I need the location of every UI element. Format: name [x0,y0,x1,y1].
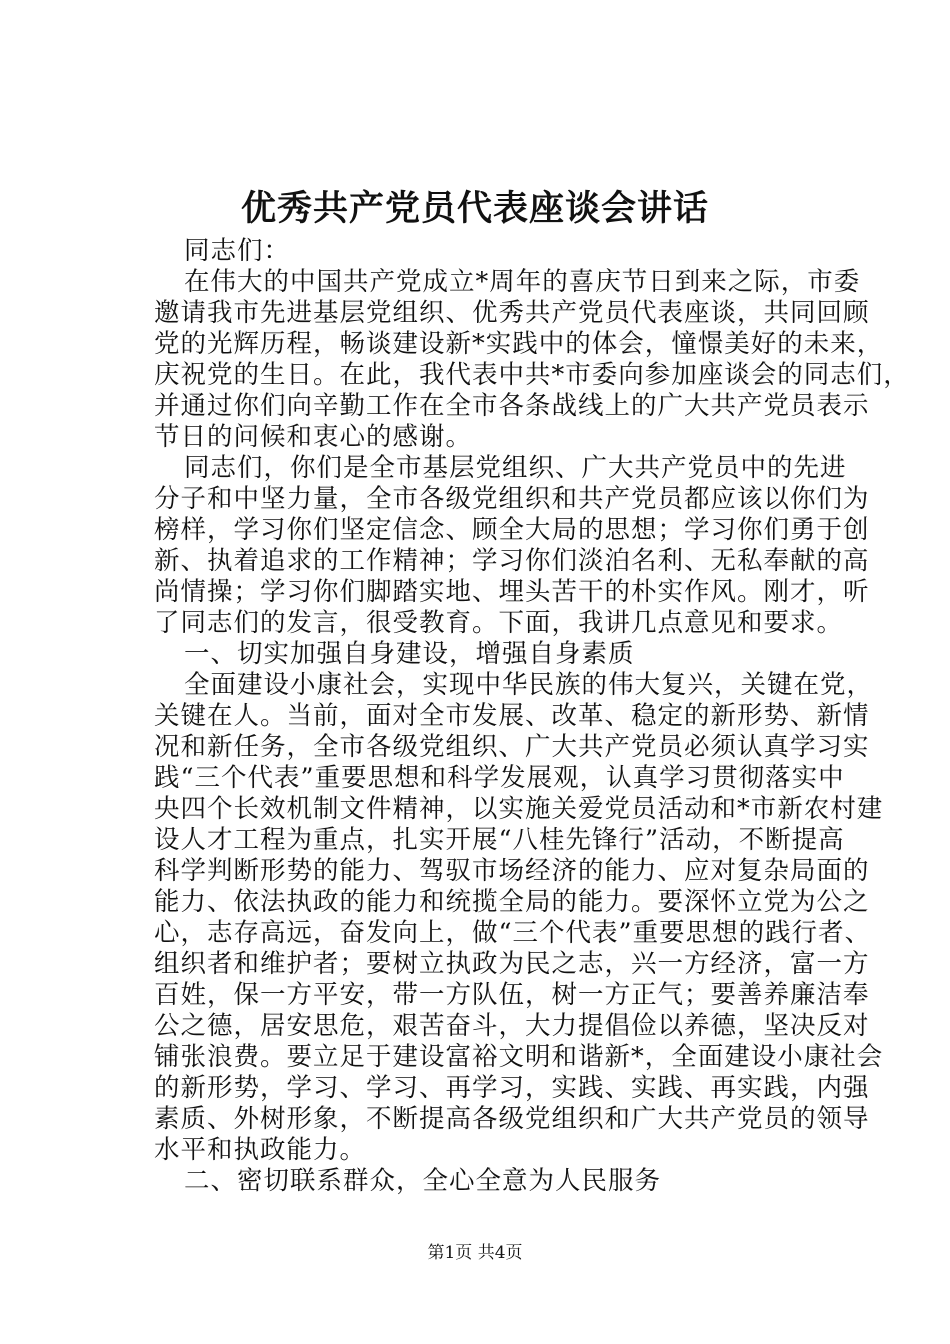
text-line: 科学判断形势的能力、驾驭市场经济的能力、应对复杂局面的 [154,856,870,886]
text-line: 素质、外树形象，不断提高各级党组织和广大共产党员的领导 [154,1104,870,1134]
text-line: 组织者和维护者；要树立执政为民之志，兴一方经济，富一方 [154,949,870,979]
document-body [154,236,910,1197]
text-line: 节日的问候和衷心的感谢。 [154,422,473,452]
text-line: 况和新任务，全市各级党组织、广大共产党员必须认真学习实 [154,732,870,762]
document-title: 优秀共产党员代表座谈会讲话 [240,188,709,229]
text-line: 央四个长效机制文件精神，以实施关爱党员活动和*市新农村建 [154,794,884,824]
text-line: 百姓，保一方平安，带一方队伍，树一方正气；要善养廉洁奉 [154,980,870,1010]
text-line: 一、切实加强自身建设，增强自身素质 [184,639,635,669]
text-line: 榜样，学习你们坚定信念、顾全大局的思想；学习你们勇于创 [154,515,870,545]
text-line: 关键在人。当前，面对全市发展、改革、稳定的新形势、新情 [154,701,870,731]
text-line: 同志们，你们是全市基层党组织、广大共产党员中的先进 [184,453,847,483]
text-line: 分子和中坚力量，全市各级党组织和共产党员都应该以你们为 [154,484,870,514]
text-line: 党的光辉历程，畅谈建设新*实践中的体会，憧憬美好的未来， [154,329,884,359]
paragraph-lines [154,267,910,1197]
text-line: 能力、依法执政的能力和统揽全局的能力。要深怀立党为公之 [154,887,870,917]
text-line: 邀请我市先进基层党组织、优秀共产党员代表座谈，共同回顾 [154,298,870,328]
text-line: 在伟大的中国共产党成立*周年的喜庆节日到来之际，市委 [184,267,861,297]
text-line: 心，志存高远，奋发向上，做“三个代表”重要思想的践行者、 [154,918,872,948]
text-line: 二、密切联系群众，全心全意为人民服务 [184,1166,662,1196]
text-line: 了同志们的发言，很受教育。下面，我讲几点意见和要求。 [154,608,844,638]
text-line: 践“三个代表”重要思想和科学发展观，认真学习贯彻落实中 [154,763,845,793]
salutation: 同志们： [184,236,291,266]
text-line: 公之德，居安思危，艰苦奋斗，大力提倡俭以养德，坚决反对 [154,1011,870,1041]
text-line: 并通过你们向辛勤工作在全市各条战线上的广大共产党员表示 [154,391,870,421]
text-line: 尚情操；学习你们脚踏实地、埋头苦干的朴实作风。刚才，听 [154,577,870,607]
text-line: 水平和执政能力。 [154,1135,367,1165]
text-line: 铺张浪费。要立足于建设富裕文明和谐新*，全面建设小康社会 [154,1042,884,1072]
text-line: 的新形势，学习、学习、再学习，实践、实践、再实践，内强 [154,1073,870,1103]
page-footer: 第1页 共4页 [427,1243,523,1263]
text-line: 庆祝党的生日。在此，我代表中共*市委向参加座谈会的同志们， [154,360,910,390]
text-line: 新、执着追求的工作精神；学习你们淡泊名利、无私奉献的高 [154,546,870,576]
text-line: 全面建设小康社会，实现中华民族的伟大复兴，关键在党， [184,670,874,700]
text-line: 设人才工程为重点，扎实开展“八桂先锋行”活动，不断提高 [154,825,845,855]
